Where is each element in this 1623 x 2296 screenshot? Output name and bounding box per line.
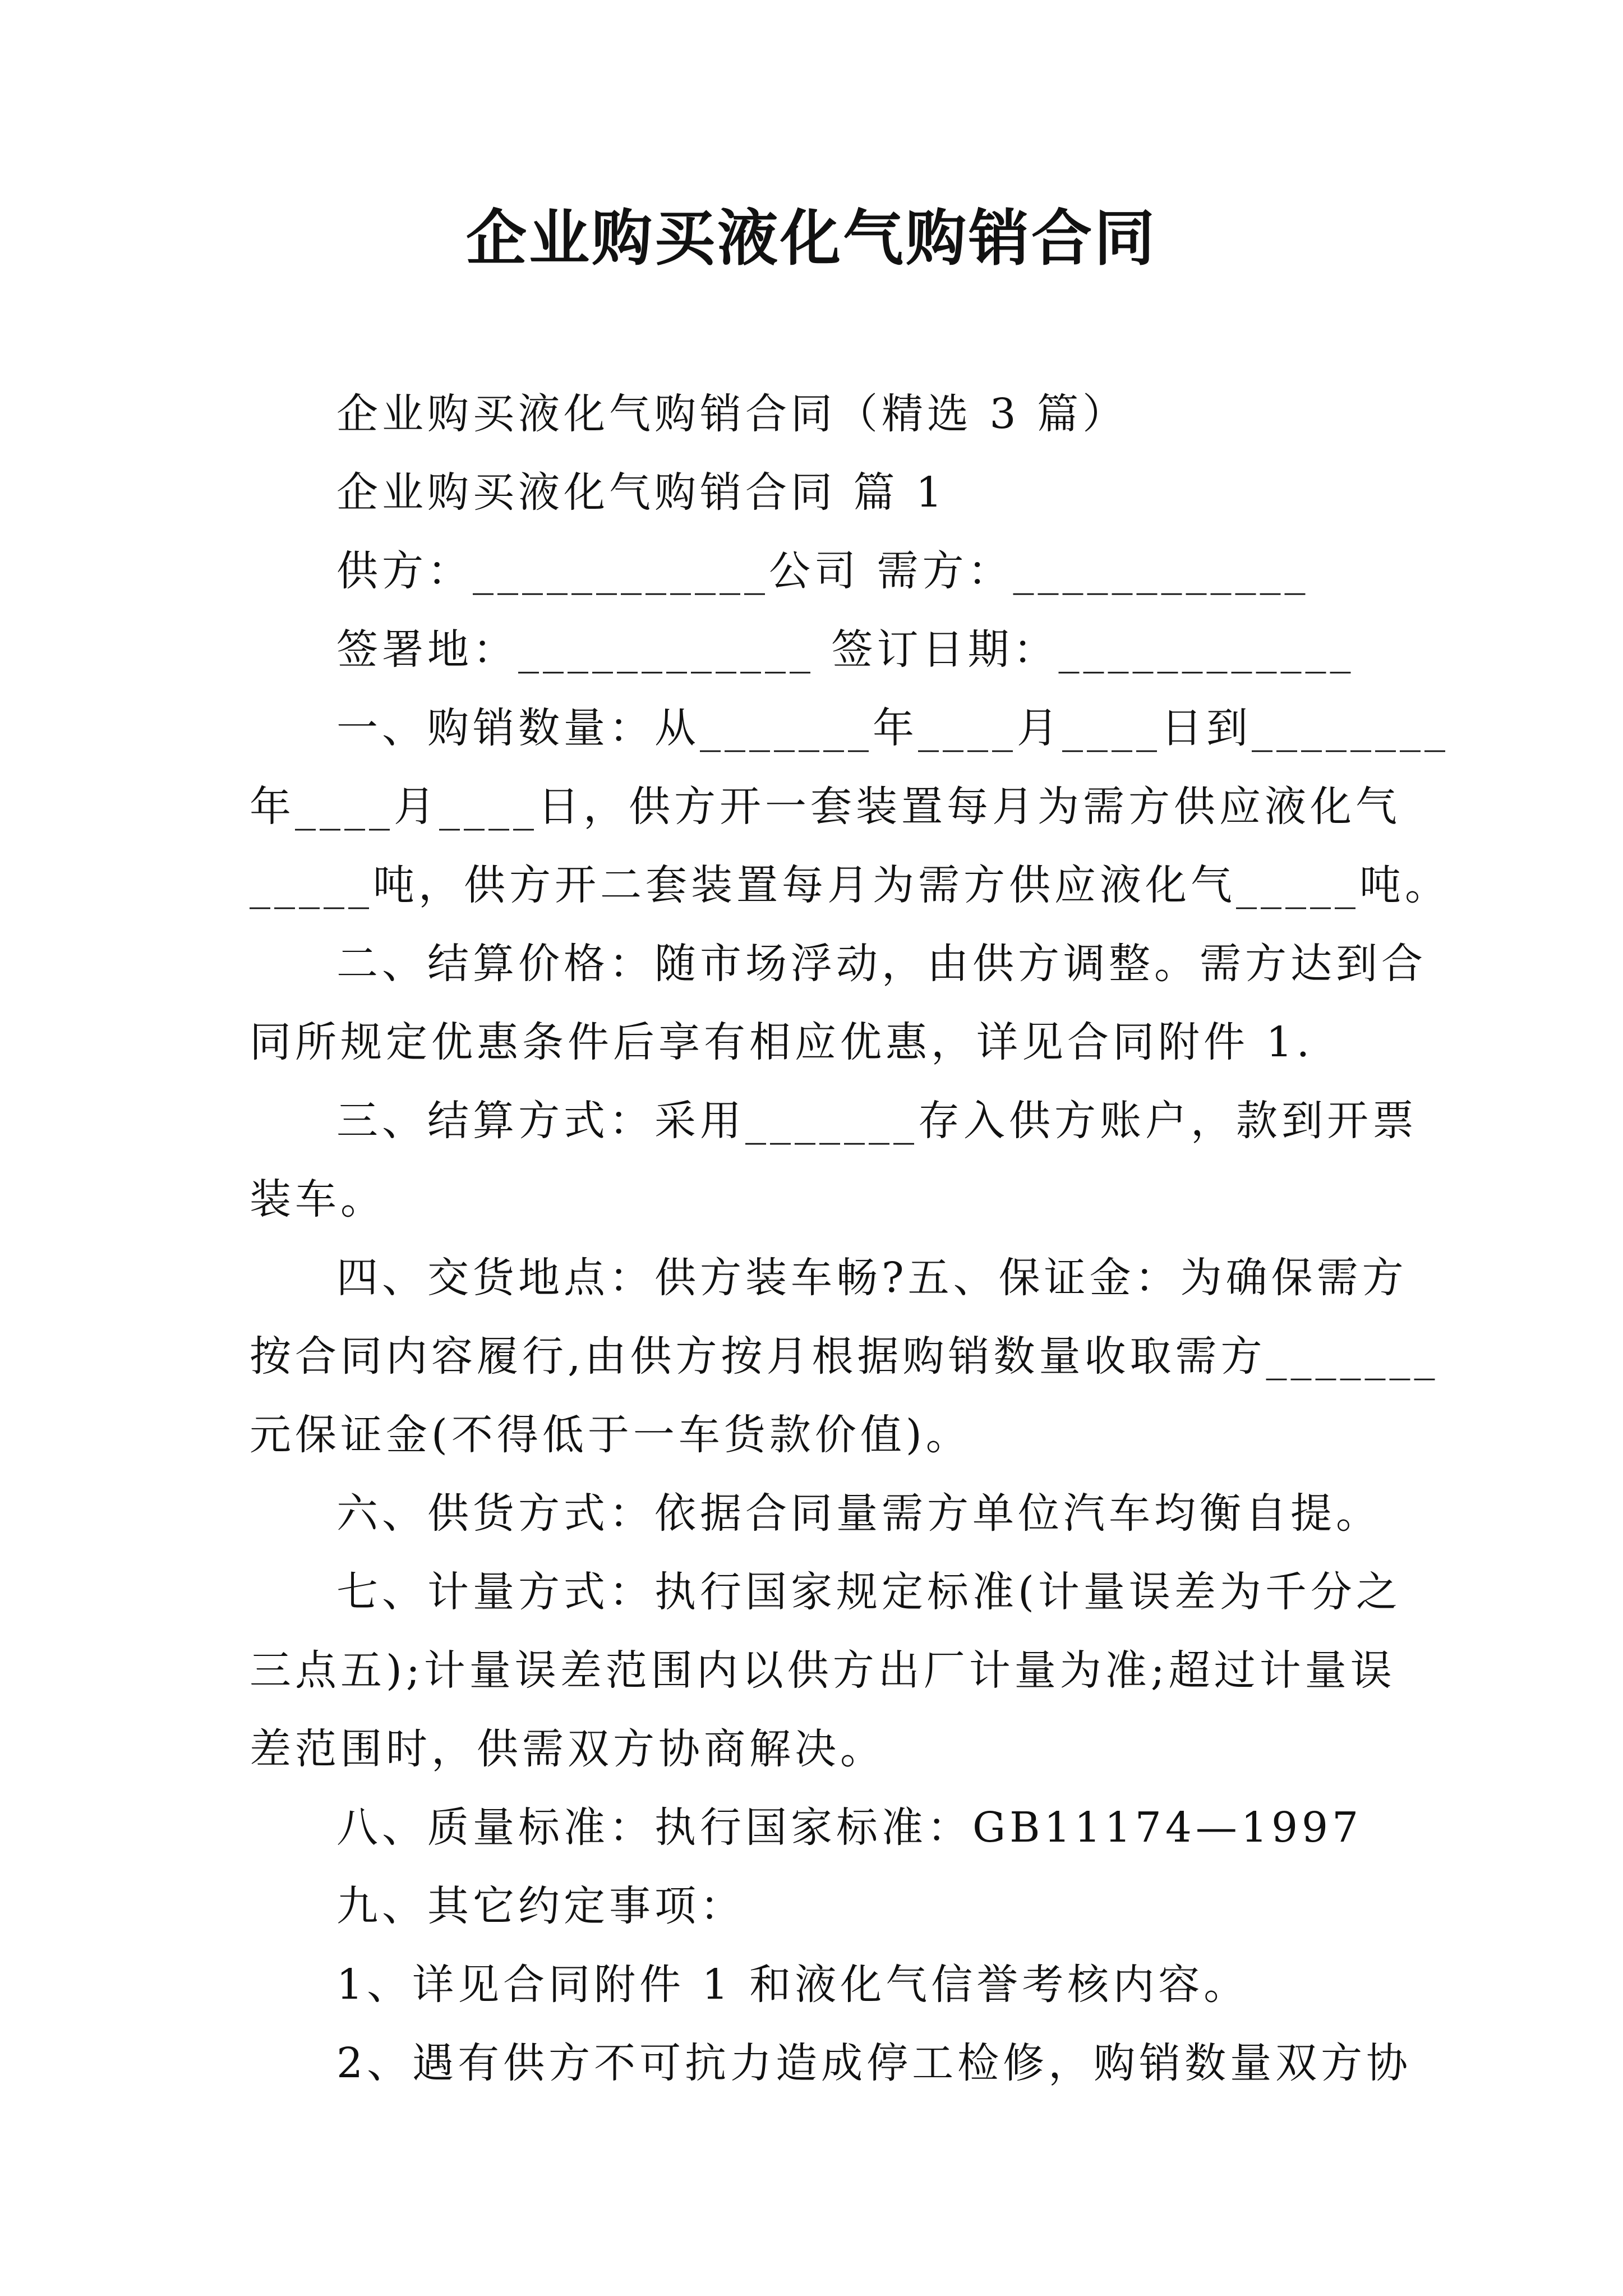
clause-3-line-1: 三、结算方式：采用_______存入供方账户，款到开票 xyxy=(336,1097,1418,1145)
subtitle-line: 企业购买液化气购销合同（精选 3 篇） xyxy=(336,390,1128,438)
clause-2-line-2: 同所规定优惠条件后享有相应优惠，详见合同附件 1. xyxy=(250,1018,1314,1066)
clause-7-line-1: 七、计量方式：执行国家规定标准(计量误差为千分之 xyxy=(336,1568,1401,1616)
clause-7-line-3: 差范围时，供需双方协商解决。 xyxy=(250,1725,886,1773)
clause-9-heading: 九、其它约定事项： xyxy=(336,1882,745,1930)
document-title: 企业购买液化气购销合同 xyxy=(465,203,1157,274)
clause-6-line: 六、供货方式：依据合同量需方单位汽车均衡自提。 xyxy=(336,1489,1381,1538)
clause-9-item-1: 1、详见合同附件 1 和液化气信誉考核内容。 xyxy=(336,1961,1249,2009)
clause-3-line-2: 装车。 xyxy=(250,1175,386,1223)
clause-4-line-2: 按合同内容履行,由供方按月根据购销数量收取需方_______ xyxy=(250,1332,1439,1381)
signing-line: 签署地：____________ 签订日期：____________ xyxy=(336,625,1355,674)
section-heading: 企业购买液化气购销合同 篇 1 xyxy=(336,468,947,517)
clause-4-line-3: 元保证金(不得低于一车货款价值)。 xyxy=(250,1411,971,1459)
clause-2-line-1: 二、结算价格：随市场浮动，由供方调整。需方达到合 xyxy=(336,940,1427,988)
clause-9-item-2: 2、遇有供方不可抗力造成停工检修，购销数量双方协 xyxy=(336,2039,1412,2087)
party-line: 供方：____________公司 需方：____________ xyxy=(336,547,1310,595)
clause-1-line-3: _____吨，供方开二套装置每月为需方供应液化气_____吨。 xyxy=(250,861,1450,909)
clause-4-line-1: 四、交货地点：供方装车畅?五、保证金：为确保需方 xyxy=(336,1254,1408,1302)
clause-8-line: 八、质量标准：执行国家标准：GB11174—1997 xyxy=(336,1803,1363,1852)
clause-7-line-2: 三点五);计量误差范围内以供方出厂计量为准;超过计量误 xyxy=(250,1646,1396,1695)
clause-1-line-2: 年____月____日，供方开一套装置每月为需方供应液化气 xyxy=(250,783,1401,831)
clause-1-line-1: 一、购销数量：从_______年____月____日到________ xyxy=(336,704,1449,752)
